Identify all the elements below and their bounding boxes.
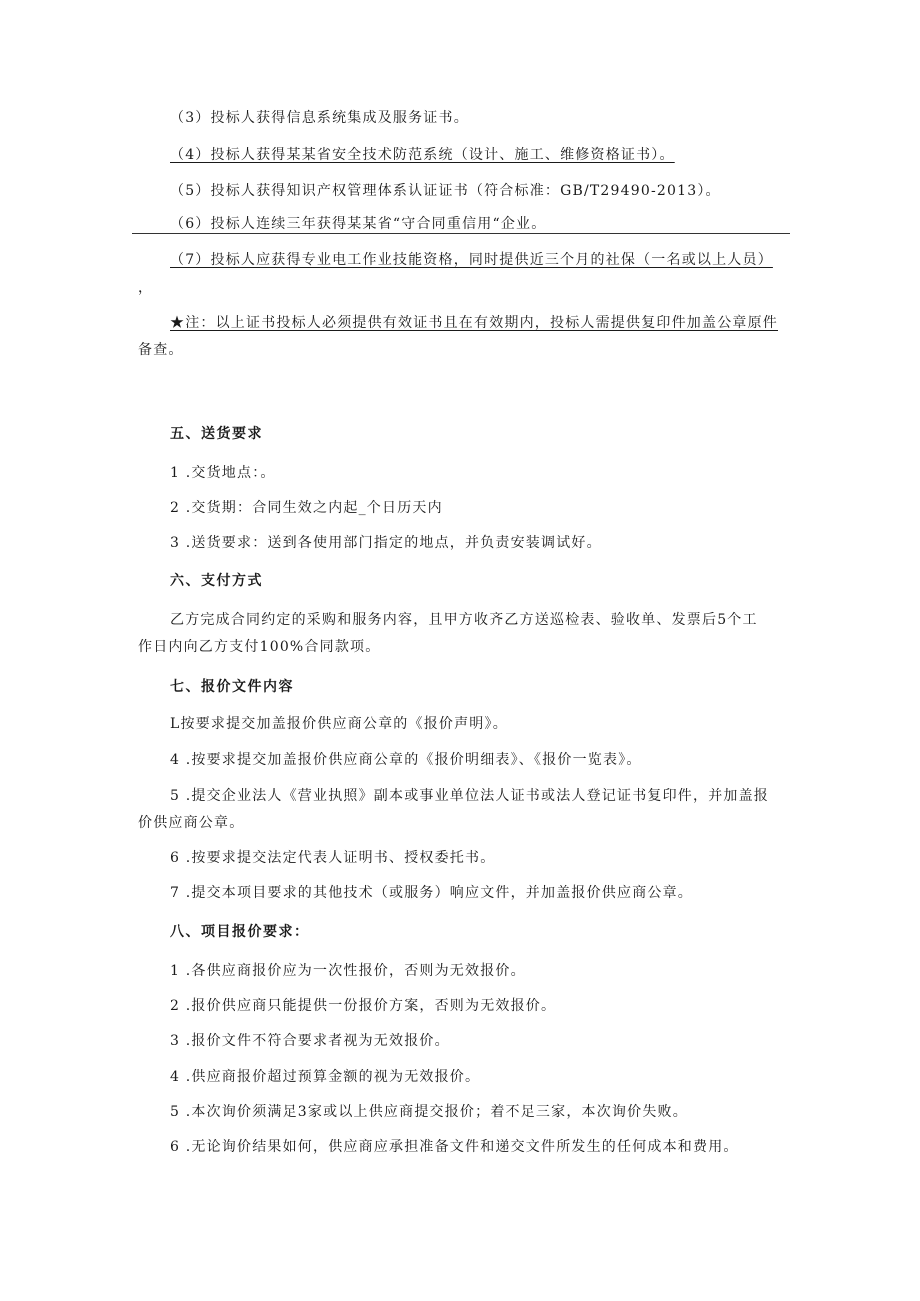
quote-reqs-item-2: 2 .报价供应商只能提供一份报价方案，否则为无效报价。 <box>170 998 557 1014</box>
quote-reqs-item-1: 1 .各供应商报价应为一次性报价，否则为无效报价。 <box>170 963 526 979</box>
cert-item-7: （7）投标人应获得专业电工作业技能资格，同时提供近三个月的社保（一名或以上人员） <box>170 252 773 268</box>
delivery-item-2: 2 .交货期：合同生效之内起_个日历天内 <box>170 500 443 516</box>
quote-reqs-item-6: 6 .无论询价结果如何，供应商应承担准备文件和递交文件所发生的任何成本和费用。 <box>170 1139 739 1155</box>
quote-docs-item-3: 5 .提交企业法人《营业执照》副本或事业单位法人证书或法人登记证书复印件，并加盖报 <box>170 788 770 804</box>
delivery-item-1: 1 .交货地点：。 <box>170 465 276 481</box>
cert-item-6: （6）投标人连续三年获得某某省“守合同重信用“企业。 <box>170 216 547 232</box>
cert-note-text: ★注：以上证书投标人必须提供有效证书且在有效期内，投标人需提供复印件加盖公章原件 <box>170 315 778 331</box>
quote-docs-item-4: 6 .按要求提交法定代表人证明书、授权委托书。 <box>170 850 496 866</box>
quote-docs-item-5: 7 .提交本项目要求的其他技术（或服务）响应文件，并加盖报价供应商公章。 <box>170 885 694 901</box>
section-heading-quote-reqs: 八、项目报价要求： <box>170 924 310 940</box>
delivery-item-3: 3 .送货要求：送到各使用部门指定的地点，并负责安装调试好。 <box>170 535 602 551</box>
quote-reqs-item-5: 5 .本次询价须满足3家或以上供应商提交报价；着不足三家，本次询价失败。 <box>170 1104 688 1120</box>
quote-reqs-item-3: 3 .报价文件不符合要求者视为无效报价。 <box>170 1033 450 1049</box>
cert-item-5: （5）投标人获得知识产权管理体系认证证书（符合标准：GB/T29490-2013）。 <box>170 183 721 199</box>
payment-line-2: 作日内向乙方支付100%合同款项。 <box>138 639 381 655</box>
payment-line-1: 乙方完成合同约定的采购和服务内容，且甲方收齐乙方送巡检表、验收单、发票后5个工 <box>170 612 758 628</box>
quote-docs-item-2: 4 .按要求提交加盖报价供应商公章的《报价明细表》、《报价一览表》。 <box>170 752 642 768</box>
cert-note-line-2: 备查。 <box>138 342 184 358</box>
section-heading-payment: 六、支付方式 <box>170 573 263 589</box>
cert-item-7-comma: ， <box>138 280 154 296</box>
cert-item-4: （4）投标人获得某某省安全技术防范系统（设计、施工、维修资格证书）。 <box>170 147 675 163</box>
quote-docs-item-3-cont: 价供应商公章。 <box>138 815 245 831</box>
horizontal-rule <box>132 233 790 234</box>
cert-item-3: （3）投标人获得信息系统集成及服务证书。 <box>170 110 469 126</box>
cert-note-line-1 <box>170 313 778 333</box>
section-heading-delivery: 五、送货要求 <box>170 426 263 442</box>
section-heading-quote-docs: 七、报价文件内容 <box>170 679 294 695</box>
quote-docs-item-1: L按要求提交加盖报价供应商公章的《报价声明》。 <box>170 716 508 732</box>
quote-reqs-item-4: 4 .供应商报价超过预算金额的视为无效报价。 <box>170 1069 481 1085</box>
